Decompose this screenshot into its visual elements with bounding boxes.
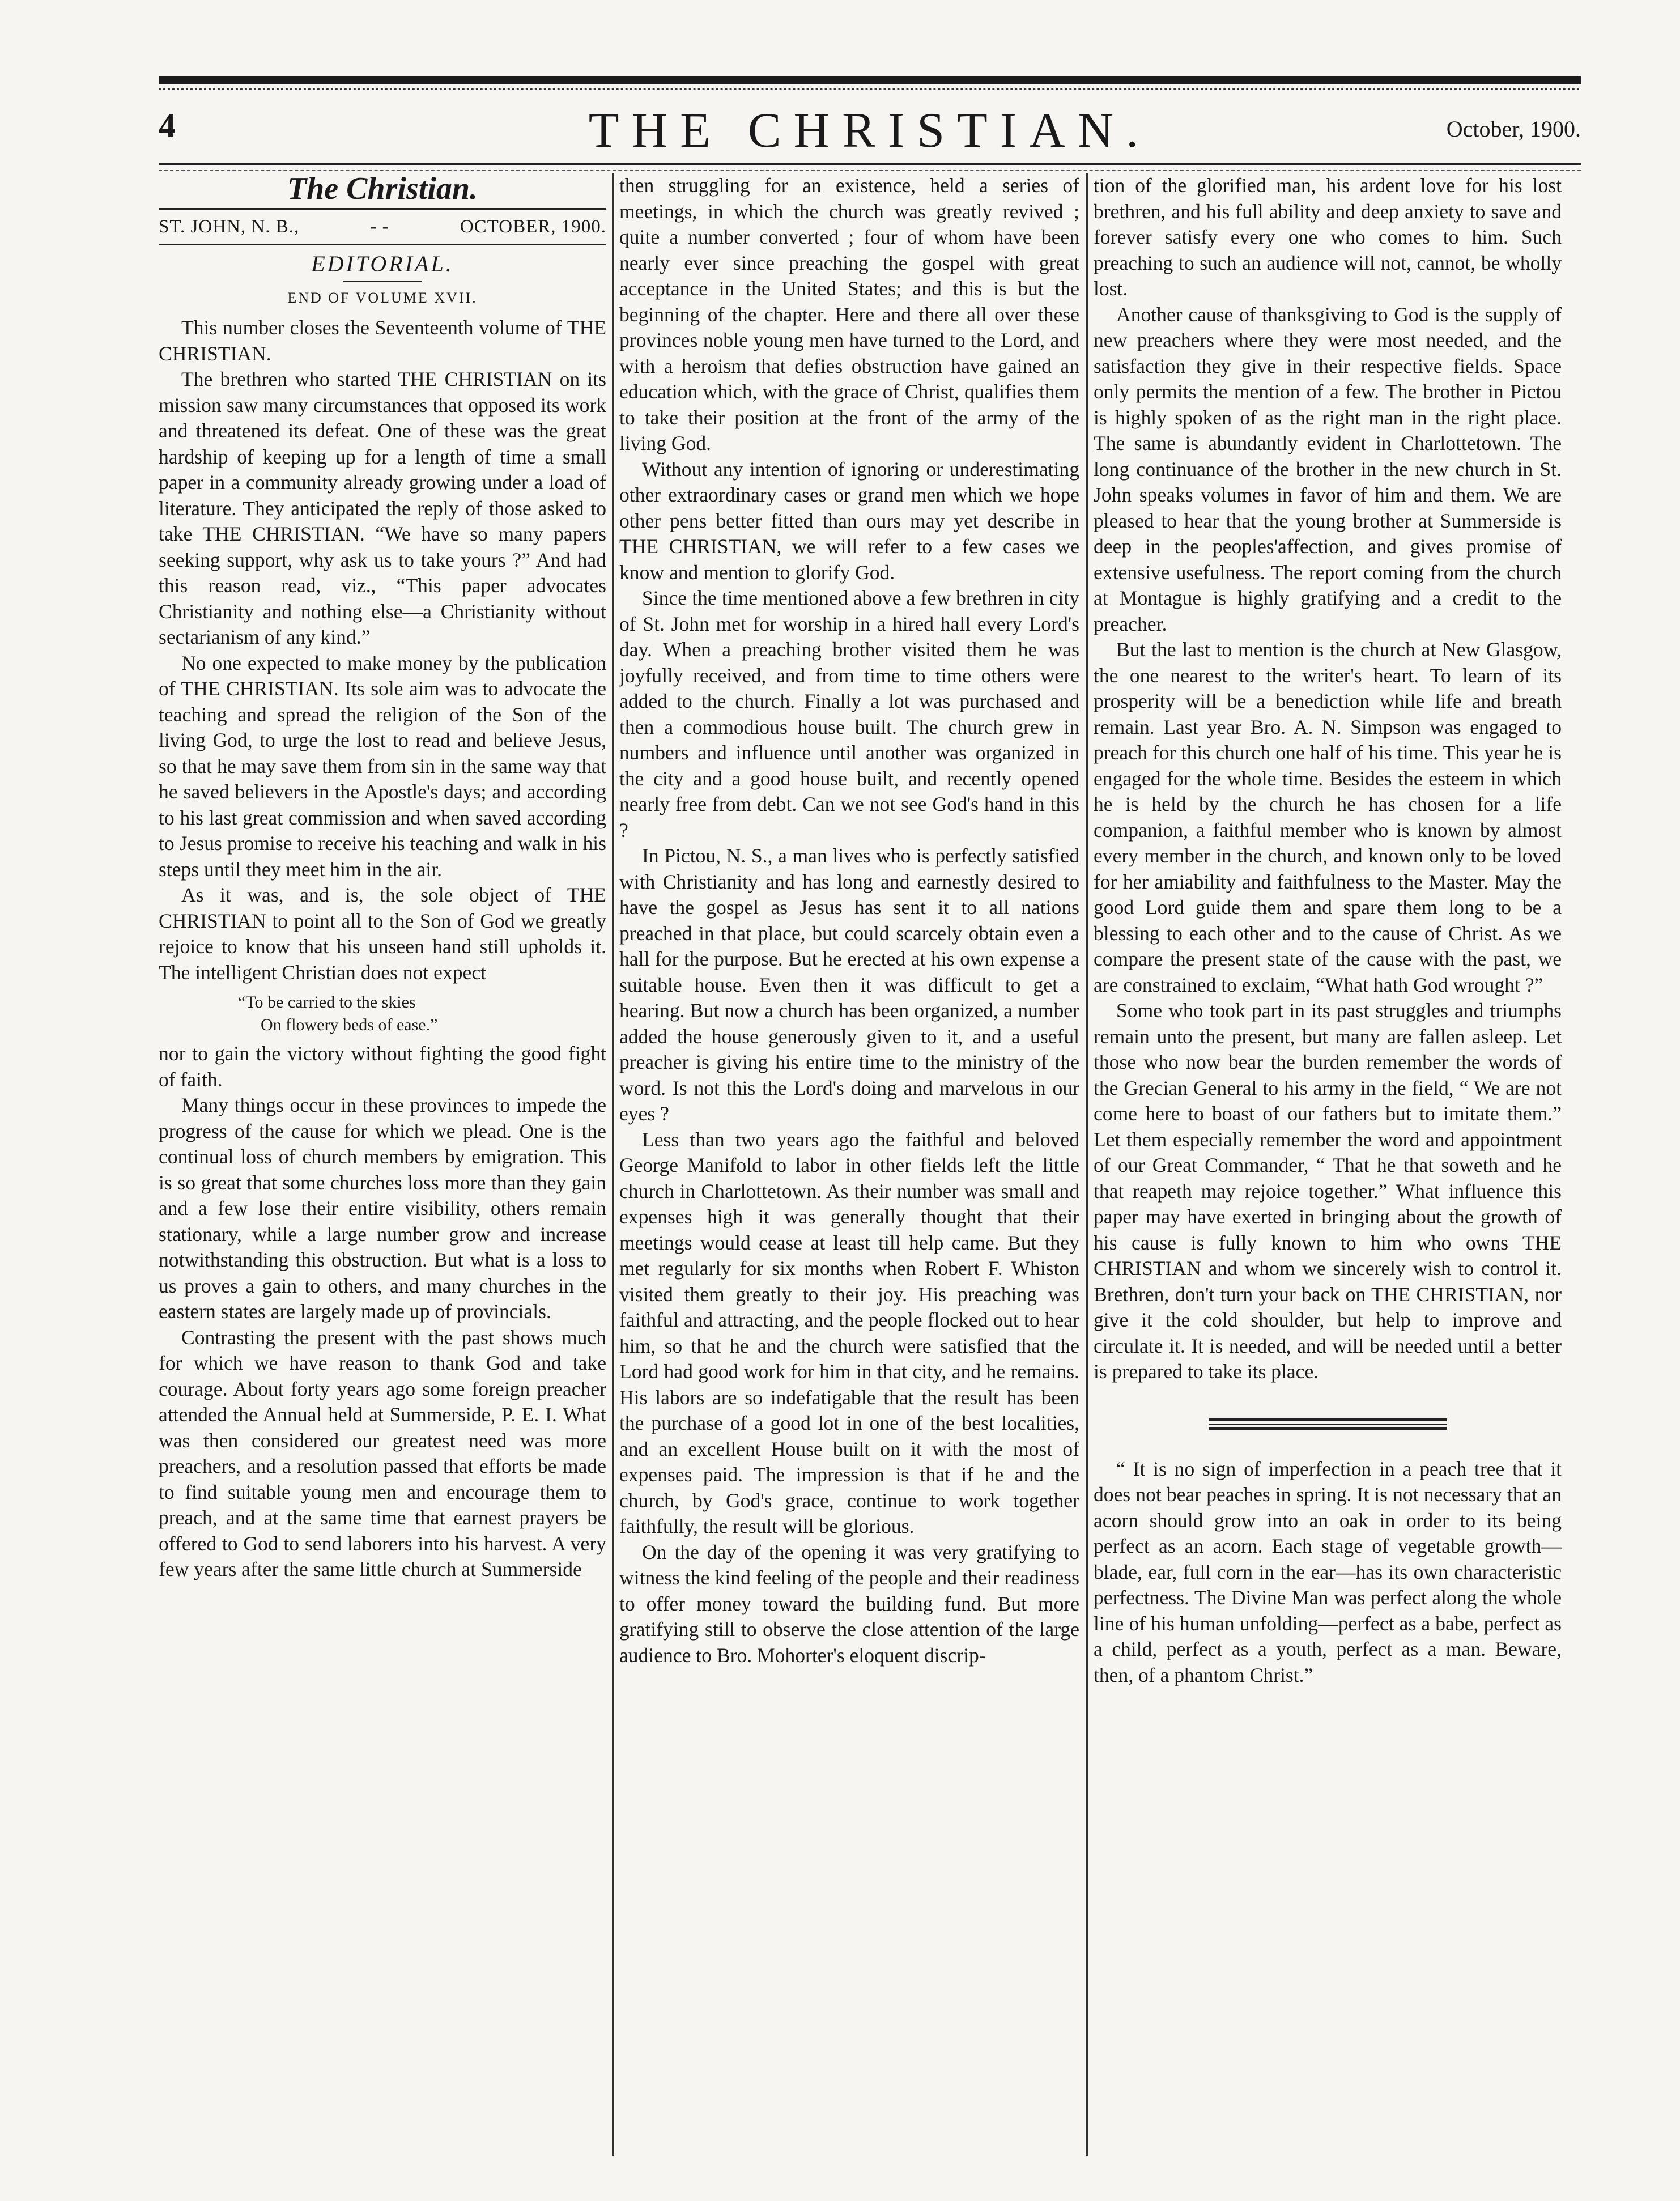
paper-title: The Christian. bbox=[287, 171, 478, 206]
article-subhead: END OF VOLUME XVII. bbox=[287, 289, 478, 306]
header-rule bbox=[159, 163, 1581, 165]
paragraph: No one expected to make money by the publication of THE CHRISTIAN. Its sole aim was to advocate the teaching and spread the religion of the Son of the living God, to urge the lost to read and believe Jesus, so that he may save them from sin in the same way that he saved believers in the Apostle's days; and according to his last great commission and when saved according to Jesus promise to receive his teaching and walk in his steps until they meet him in the air. bbox=[159, 651, 606, 881]
paragraph: In Pictou, N. S., a man lives who is perfectly satisfied with Christianity and has long and earnestly desired to have the gospel as Jesus has sent it to all nations preached in that place, but could scarcely obtain even a hall for the purpose. But he erected at his own expense a suitable house. Even then it was difficult to get a hearing. But now a church has been organized, a number added the house generously given to it, and a useful preacher is giving his entire time to the ministry of the word. Is not this the Lord's doing and marvelous in our eyes ? bbox=[619, 844, 1079, 1125]
paragraph: On the day of the opening it was very gratifying to witness the kind feeling of the people and their readiness to offer money toward the building fund. But more gratifying still to observe the close attention of the large audience to Bro. Mohorter's eloquent discrip- bbox=[619, 1540, 1079, 1667]
column-3 bbox=[1094, 173, 1562, 1688]
paragraph: As it was, and is, the sole object of THE CHRISTIAN to point all to the Son of God we greatly rejoice to know that his unseen hand still upholds it. The intelligent Christian does not expect bbox=[159, 883, 606, 984]
place-separator: - - bbox=[370, 216, 389, 237]
section-heading: EDITORIAL. bbox=[311, 251, 454, 277]
paragraph: Without any intention of ignoring or underestimating other extraordinary cases or grand men which we hope other pens better fitted than ours may yet describe in THE CHRISTIAN, we will refer to a few cases we know and mention to glorify God. bbox=[619, 457, 1079, 584]
top-dotted-rule bbox=[159, 88, 1581, 90]
verse-line: On flowery beds of ease.” bbox=[261, 1015, 438, 1034]
paragraph: Another cause of thanksgiving to God is the supply of new preachers where they were most needed, and the satisfaction they give in their respective fields. Space only permits the mention of a few. The brother in Pictou is highly spoken of as the right man in the right place. The same is abundantly evident in Charlottetown. The long continuance of the brother in the new church in St. John speaks volumes in favor of him and them. We are pleased to hear that the young brother at Summerside is deep in the peoples'affection, and gives promise of extensive usefulness. The report coming from the church at Montague is highly gratifying and a credit to the preacher. bbox=[1094, 303, 1562, 635]
paragraph: Less than two years ago the faithful and beloved George Manifold to labor in other fields left the little church in Charlottetown. As their number was small and expenses high it was generally thought that their meetings would cease at least till help came. But they met regularly for six months when Robert F. Whiston visited them greatly to their joy. His preaching was faithful and attracting, and the people flocked out to hear him, so that he and the church were satisfied that the Lord had good work for him in that city, and he remains. His labors are so indefatigable that the result has been the purchase of a good lot in one of the best localities, and an excellent House built on it with the most of expenses paid. The impression is that if he and the church, by God's grace, continue to work together faithfully, the result will be glorious. bbox=[619, 1128, 1079, 1537]
paragraph: Some who took part in its past struggles and triumphs remain unto the present, but many are fallen asleep. Let those who now bear the burden remember the words of the Grecian General to his army in the field, “ We are not come here to boast of our fathers but to imitate them.” Let them especially remember the word and appointment of our Great Commander, “ That he that soweth and he that reapeth may rejoice together.” What influence this paper may have exerted in bringing about the growth of his cause is fully known to him who owns THE CHRISTIAN and whom we sincerely wish to control it. Brethren, don't turn your back on THE CHRISTIAN, nor give it the cold shoulder, but help to improve and circulate it. It is needed, and will be needed until a better is prepared to take its place. bbox=[1094, 999, 1562, 1383]
page-header bbox=[159, 102, 1581, 164]
issue-date: October, 1900. bbox=[1446, 116, 1581, 142]
place-date-line bbox=[159, 214, 606, 240]
paragraph: This number closes the Seventeenth volume of THE CHRISTIAN. bbox=[159, 316, 606, 365]
verse-line: “To be carried to the skies bbox=[238, 993, 416, 1012]
column-divider-2 bbox=[1086, 173, 1088, 2156]
column-divider-1 bbox=[612, 173, 614, 2156]
paragraph: then struggling for an existence, held a series of meetings, in which the church was greatly revived ; quite a number converted ; four of whom have been nearly ever since preaching the gospel with great acceptance in the United States; and this is but the beginning of the chapter. Here and there all over these provinces noble young men have turned to the Lord, and with a heroism that defies obstruction have gained an education which, with the grace of Christ, qualifies them to take their position at the front of the army of the living God. bbox=[619, 174, 1079, 454]
top-heavy-rule bbox=[159, 76, 1581, 84]
column-2 bbox=[619, 173, 1079, 1668]
paragraph: Since the time mentioned above a few brethren in city of St. John met for worship in a hired hall every Lord's day. When a preaching brother visited them he was joyfully received, and from time to time others were added to the church. Finally a lot was purchased and then a commodious house built. The church grew in numbers and influence until another was organized in the city and a good house built, and recently opened nearly free from debt. Can we not see God's hand in this ? bbox=[619, 587, 1079, 842]
paragraph: tion of the glorified man, his ardent love for his lost brethren, and his full ability and deep anxiety to save and forever satisfy every one who comes to him. Such preaching to such an audience will not, cannot, be wholly lost. bbox=[1094, 174, 1562, 300]
quote-paragraph: “ It is no sign of imperfection in a peach tree that it does not bear peaches in spring. It is not necessary that an acorn should grow into an oak in order to its being perfect as an acorn. Each stage of vegetable growth—blade, ear, full corn in the ear—has its own characteristic perfectness. The Divine Man was perfect along the whole line of his human unfolding—perfect as a babe, perfect as a child, perfect as a youth, perfect as a man. Beware, then, of a phantom Christ.” bbox=[1094, 1457, 1562, 1686]
date-line: OCTOBER, 1900. bbox=[460, 216, 606, 237]
title-rule bbox=[159, 208, 606, 210]
masthead-title: THE CHRISTIAN. bbox=[588, 103, 1151, 158]
section-rule bbox=[343, 281, 422, 282]
column-1 bbox=[159, 173, 606, 1583]
ornamental-rule bbox=[1209, 1418, 1447, 1430]
place-rule bbox=[159, 244, 606, 245]
page-number: 4 bbox=[159, 107, 176, 145]
paragraph: Many things occur in these provinces to impede the progress of the cause for which we plead. One is the continual loss of church members by emigration. This is so great that some churches loss more than they gain and a few lose their entire visibility, others remain stationary, while a large number grow and increase notwithstanding this obstruction. But what is a loss to us proves a gain to others, and many churches in the eastern states are largely made up of provincials. bbox=[159, 1094, 606, 1323]
place: ST. JOHN, N. B., bbox=[159, 216, 300, 237]
paragraph: The brethren who started THE CHRISTIAN on its mission saw many circumstances that opposed its work and threatened its defeat. One of these was the great hardship of keeping up for a length of time a small paper in a community already growing under a load of literature. They anticipated the reply of those asked to take THE CHRISTIAN. “We have so many papers seeking support, why ask us to take yours ?” And had this reason read, viz., “This paper advocates Christianity and nothing else—a Christianity without sectarianism of any kind.” bbox=[159, 368, 606, 648]
paragraph: Contrasting the present with the past shows much for which we have reason to thank God and take courage. About forty years ago some foreign preacher attended the Annual held at Summerside, P. E. I. What was then considered our greatest need was more preachers, and a resolution passed that efforts be made to find suitable young men and encourage them to preach, and at the same time that earnest prayers be offered to God to send laborers into his harvest. A very few years after the same little church at Summerside bbox=[159, 1325, 606, 1580]
paragraph: nor to gain the victory without fighting the good fight of faith. bbox=[159, 1042, 606, 1091]
paragraph: But the last to mention is the church at New Glasgow, the one nearest to the writer's heart. To learn of its prosperity will be a benediction while life and breath remain. Last year Bro. A. N. Simpson was engaged to preach for this church one half of his time. This year he is engaged for the whole time. Besides the esteem in which he is held by the church he has chosen for a life companion, a faithful member who is known by almost every member in the church, and known only to be loved for her amiability and faithfulness to the Master. May the good Lord guide them and spare them long to be a blessing to each other and to the cause of Christ. As we compare the present state of the cause with the past, we are constrained to exclaim, “What hath God wrought ?” bbox=[1094, 638, 1562, 996]
